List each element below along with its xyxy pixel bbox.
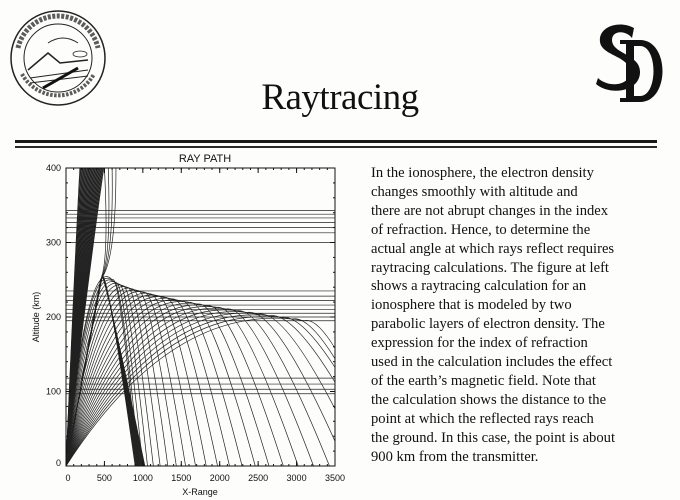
x-axis-label: X-Range: [182, 487, 218, 497]
x-tick-label: 1000: [132, 473, 153, 483]
body-line: 900 km from the transmitter.: [371, 448, 539, 465]
x-tick-label: 2500: [248, 473, 269, 483]
ray-path-chart: [28, 150, 348, 500]
body-line: the ground. In this case, the point is about: [371, 429, 615, 446]
x-tick-label: 500: [96, 473, 112, 483]
ray-path: [66, 297, 230, 466]
divider: [15, 146, 657, 148]
ray-path: [66, 310, 346, 466]
y-tick-label: 300: [45, 237, 61, 248]
x-tick-label: 3500: [324, 473, 346, 483]
x-tick-label: 0: [65, 473, 71, 483]
body-line: of the earth’s magnetic field. Note that: [371, 372, 596, 389]
body-line: there are not abrupt changes in the index: [371, 202, 609, 219]
x-tick-label: 1500: [171, 473, 192, 483]
divider: [15, 140, 657, 143]
body-line: parabolic layers of electron density. The: [371, 316, 605, 333]
body-line: actual angle at which rays reflect requires: [371, 240, 615, 257]
body-line: of refraction. Hence, to determine the: [371, 221, 591, 238]
ray-path: [66, 317, 348, 466]
y-tick-label: 200: [45, 312, 61, 322]
body-line: shows a raytracing calculation for an: [371, 278, 587, 295]
page-title: Raytracing: [261, 77, 419, 118]
body-line: the calculation shows the distance to the: [371, 391, 607, 408]
ray-path: [66, 315, 348, 466]
x-tick-label: 3000: [286, 473, 307, 483]
body-line: In the ionosphere, the electron density: [371, 165, 594, 181]
body-paragraph: [371, 164, 671, 467]
body-line: point at which the reflected rays reach: [371, 410, 594, 427]
body-line: raytracing calculations. The figure at left: [371, 259, 609, 276]
body-line: ionosphere that is modeled by two: [371, 297, 572, 314]
y-tick-label: 100: [45, 386, 61, 397]
y-tick-label: 400: [45, 163, 61, 173]
body-line: changes smoothly with altitude and: [371, 183, 578, 200]
y-axis-label: Altitude (km): [31, 291, 41, 343]
ray-path: [66, 318, 348, 466]
body-line: expression for the index of refraction: [371, 335, 588, 352]
y-tick-label: 0: [55, 458, 61, 468]
x-tick-label: 2000: [209, 473, 230, 483]
ray-group: [66, 168, 348, 466]
chart-title: RAY PATH: [178, 153, 232, 165]
body-line: used in the calculation includes the effect: [371, 354, 613, 371]
